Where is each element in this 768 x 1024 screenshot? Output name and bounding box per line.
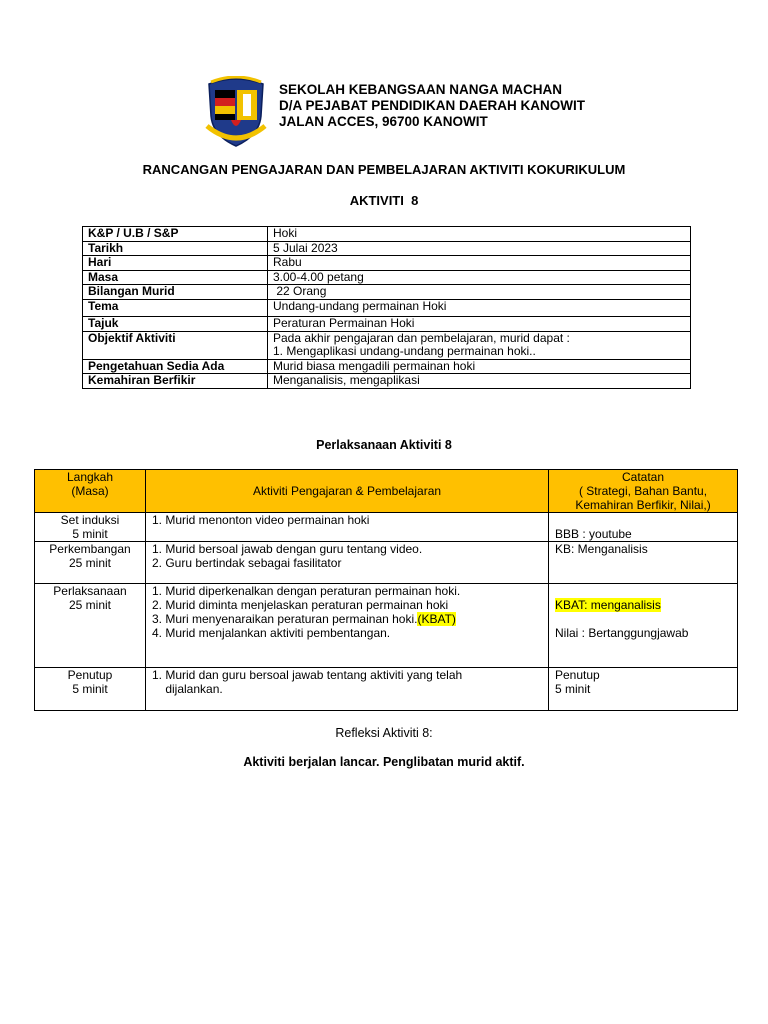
step-time: 5 minit (72, 527, 108, 541)
step-name: Perkembangan (49, 542, 131, 556)
document-title: RANCANGAN PENGAJARAN DAN PEMBELAJARAN AKTIVITI KOKURIKULUM (142, 162, 626, 177)
header-notes-line1: Catatan (621, 470, 665, 484)
activity-item: 1. Murid diperkenalkan dengan peraturan permainan hoki. (152, 584, 461, 598)
school-name: SEKOLAH KEBANGSAAN NANGA MACHAN (279, 82, 562, 97)
activity-header-row (35, 470, 738, 513)
document-subtitle: AKTIVITI 8 (349, 193, 419, 208)
info-value: 22 Orang (268, 285, 691, 300)
info-row (83, 331, 691, 359)
info-label: Tarikh (83, 241, 268, 256)
info-label: Pengetahuan Sedia Ada (83, 359, 268, 374)
info-value: Hoki (268, 227, 691, 242)
notes-cell (549, 584, 738, 668)
info-row (83, 227, 691, 242)
activity-cell (146, 584, 549, 668)
info-row (83, 359, 691, 374)
header-notes-line3: Kemahiran Berfikir, Nilai,) (575, 498, 711, 512)
notes-cell (549, 668, 738, 711)
info-value: Undang-undang permainan Hoki (268, 299, 691, 317)
step-cell (35, 542, 146, 584)
info-value: Menganalisis, mengaplikasi (268, 374, 691, 389)
step-name: Set induksi (60, 513, 120, 527)
reflection-label: Refleksi Aktiviti 8: (335, 726, 433, 740)
activity-item: 4. Murid menjalankan aktiviti pembentangan. (152, 626, 391, 640)
activity-row (35, 542, 738, 584)
activity-item: 2. Murid diminta menjelaskan peraturan permainan hoki (152, 598, 449, 612)
step-cell (35, 513, 146, 542)
activity-row (35, 668, 738, 711)
step-time: 5 minit (72, 682, 108, 696)
info-label: Objektif Aktiviti (83, 331, 268, 359)
address-line: JALAN ACCES, 96700 KANOWIT (279, 114, 488, 129)
note-text: KB: Menganalisis (555, 542, 648, 556)
info-row (83, 317, 691, 332)
section-title: Perlaksanaan Aktiviti 8 (316, 438, 452, 452)
info-label: Masa (83, 270, 268, 285)
header-notes (549, 470, 738, 513)
note-nilai: Nilai : Bertanggungjawab (555, 626, 689, 640)
activity-cell (146, 668, 549, 711)
step-time: 25 minit (68, 598, 112, 612)
objective-intro: Pada akhir pengajaran dan pembelajaran, murid dapat : (273, 330, 570, 345)
reflection-text: Aktiviti berjalan lancar. Penglibatan murid aktif. (243, 755, 525, 769)
objective-item: 1. Mengaplikasi undang-undang permainan hoki.. (273, 344, 536, 358)
info-label: K&P / U.B / S&P (83, 227, 268, 242)
info-row (83, 374, 691, 389)
header-step-line2: (Masa) (71, 484, 109, 498)
school-crest-icon (201, 76, 271, 150)
header-activity: Aktiviti Pengajaran & Pembelajaran (146, 470, 549, 513)
activity-table (34, 469, 738, 711)
note-kbat: KBAT: menganalisis (555, 598, 661, 612)
info-value: Peraturan Permainan Hoki (268, 317, 691, 332)
note-text: Penutup (555, 668, 600, 682)
info-row (83, 241, 691, 256)
step-cell (35, 584, 146, 668)
info-label: Tajuk (83, 317, 268, 332)
step-time: 25 minit (68, 556, 112, 570)
activity-cell (146, 513, 549, 542)
activity-item: 2. Guru bertindak sebagai fasilitator (152, 556, 342, 570)
activity-cell (146, 542, 549, 584)
step-name: Perlaksanaan (53, 584, 127, 598)
note-text: BBB : youtube (555, 527, 632, 541)
info-label: Tema (83, 299, 268, 317)
activity-item: 1. Murid dan guru bersoal jawab tentang aktiviti yang telah (152, 668, 463, 682)
activity-row (35, 584, 738, 668)
info-label: Hari (83, 256, 268, 271)
kbat-tag: (KBAT) (417, 612, 456, 626)
activity-item: 1. Murid menonton video permainan hoki (152, 513, 370, 527)
activity-item-text: 3. Muri menyenaraikan peraturan permainan hoki. (152, 612, 418, 626)
info-value: Rabu (268, 256, 691, 271)
info-value: 3.00-4.00 petang (268, 270, 691, 285)
info-row (83, 256, 691, 271)
info-row (83, 270, 691, 285)
note-text: 5 minit (555, 682, 591, 696)
info-value: Murid biasa mengadili permainan hoki (268, 359, 691, 374)
info-row (83, 299, 691, 317)
activity-item (152, 612, 542, 626)
info-label: Bilangan Murid (83, 285, 268, 300)
step-cell (35, 668, 146, 711)
info-table (82, 226, 691, 389)
info-label: Kemahiran Berfikir (83, 374, 268, 389)
activity-row (35, 513, 738, 542)
header-notes-line2: ( Strategi, Bahan Bantu, (578, 484, 708, 498)
note-kbat-line (555, 598, 731, 612)
info-row (83, 285, 691, 300)
notes-cell (549, 513, 738, 542)
info-value (268, 331, 691, 359)
info-value: 5 Julai 2023 (268, 241, 691, 256)
school-header (279, 82, 585, 130)
activity-item: dijalankan. (152, 682, 223, 696)
notes-cell (549, 542, 738, 584)
header-step (35, 470, 146, 513)
step-name: Penutup (67, 668, 113, 682)
office-line: D/A PEJABAT PENDIDIKAN DAERAH KANOWIT (279, 98, 586, 113)
activity-item: 1. Murid bersoal jawab dengan guru tentang video. (152, 542, 423, 556)
header-step-line1: Langkah (66, 470, 114, 484)
